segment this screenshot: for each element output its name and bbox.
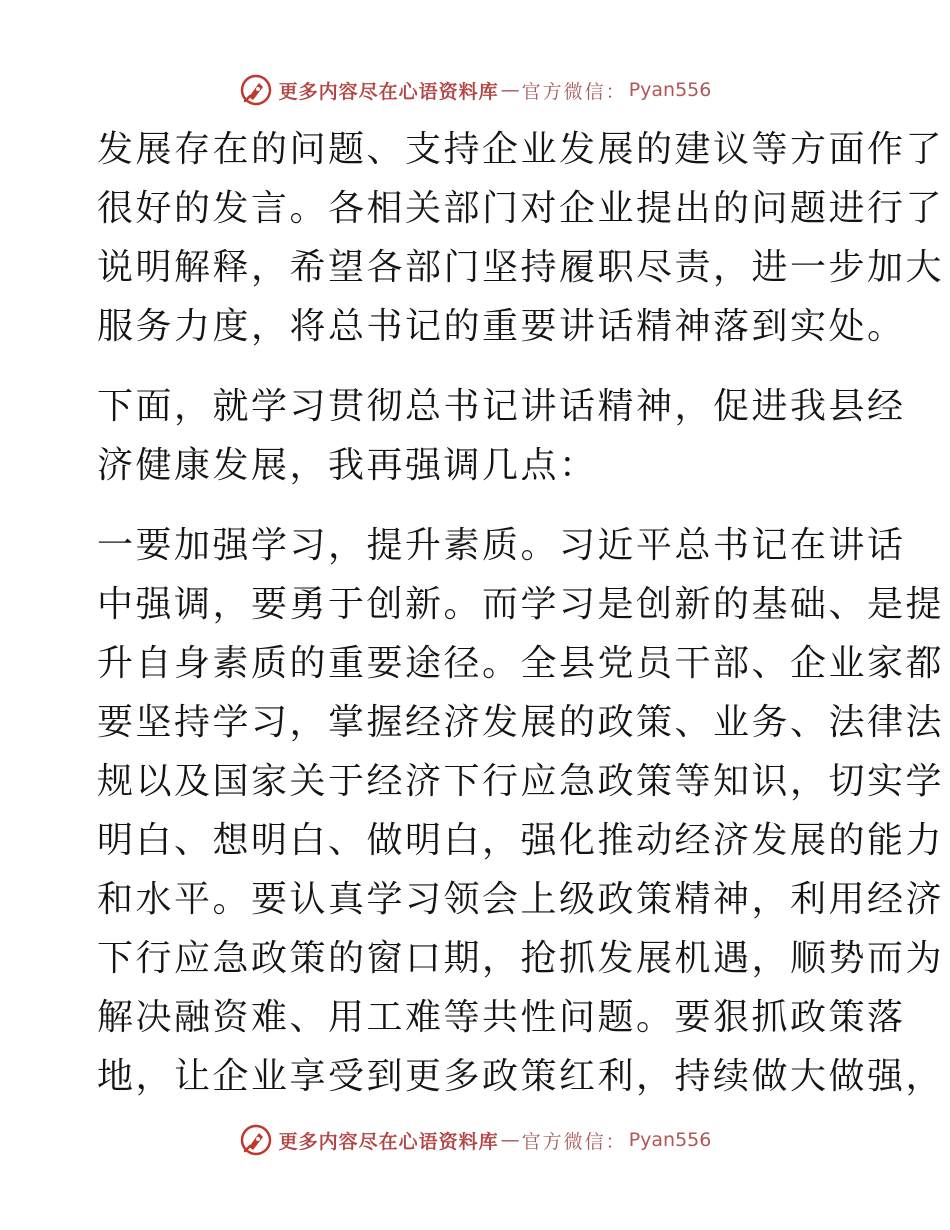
body-line: 明白、想明白、做明白，强化推动经济发展的能力	[97, 820, 945, 861]
banner-dash: —	[500, 79, 520, 101]
banner-wechat-label: 官方微信：	[521, 1130, 627, 1153]
body-line: 发展存在的问题、支持企业发展的建议等方面作了	[97, 129, 945, 170]
document-body	[97, 120, 945, 1106]
body-line: 中强调，要勇于创新。而学习是创新的基础、是提	[97, 584, 945, 625]
body-line: 济健康发展，我再强调几点：	[97, 445, 598, 486]
footer-banner	[0, 1120, 950, 1160]
body-line: 规以及国家关于经济下行应急政策等知识，切实学	[97, 761, 945, 802]
header-banner	[0, 70, 950, 110]
body-line: 地，让企业享受到更多政策红利，持续做大做强，	[97, 1056, 945, 1097]
banner-wechat-id: Pyan556	[628, 79, 712, 101]
banner-promo-text: 更多内容尽在心语资料库	[278, 80, 499, 103]
body-line: 升自身素质的重要途径。全县党员干部、企业家都	[97, 643, 945, 684]
banner-dash: —	[500, 1129, 520, 1151]
banner-wechat-id: Pyan556	[628, 1129, 712, 1151]
body-line: 和水平。要认真学习领会上级政策精神，利用经济	[97, 879, 945, 920]
body-line: 下行应急政策的窗口期，抢抓发展机遇，顺势而为	[97, 938, 945, 979]
body-line: 一要加强学习，提升素质。习近平总书记在讲话	[97, 525, 906, 566]
body-line: 解决融资难、用工难等共性问题。要狠抓政策落	[97, 997, 906, 1038]
body-line: 服务力度，将总书记的重要讲话精神落到实处。	[97, 306, 906, 347]
body-line: 说明解释，希望各部门坚持履职尽责，进一步加大	[97, 247, 945, 288]
banner-promo-text: 更多内容尽在心语资料库	[278, 1130, 499, 1153]
body-line: 要坚持学习，掌握经济发展的政策、业务、法律法	[97, 702, 945, 743]
pen-nib-logo-icon	[239, 1123, 273, 1157]
body-line: 很好的发言。各相关部门对企业提出的问题进行了	[97, 188, 945, 229]
banner-wechat-label: 官方微信：	[521, 80, 627, 103]
pen-nib-logo-icon	[239, 73, 273, 107]
body-line: 下面，就学习贯彻总书记讲话精神，促进我县经	[97, 386, 906, 427]
